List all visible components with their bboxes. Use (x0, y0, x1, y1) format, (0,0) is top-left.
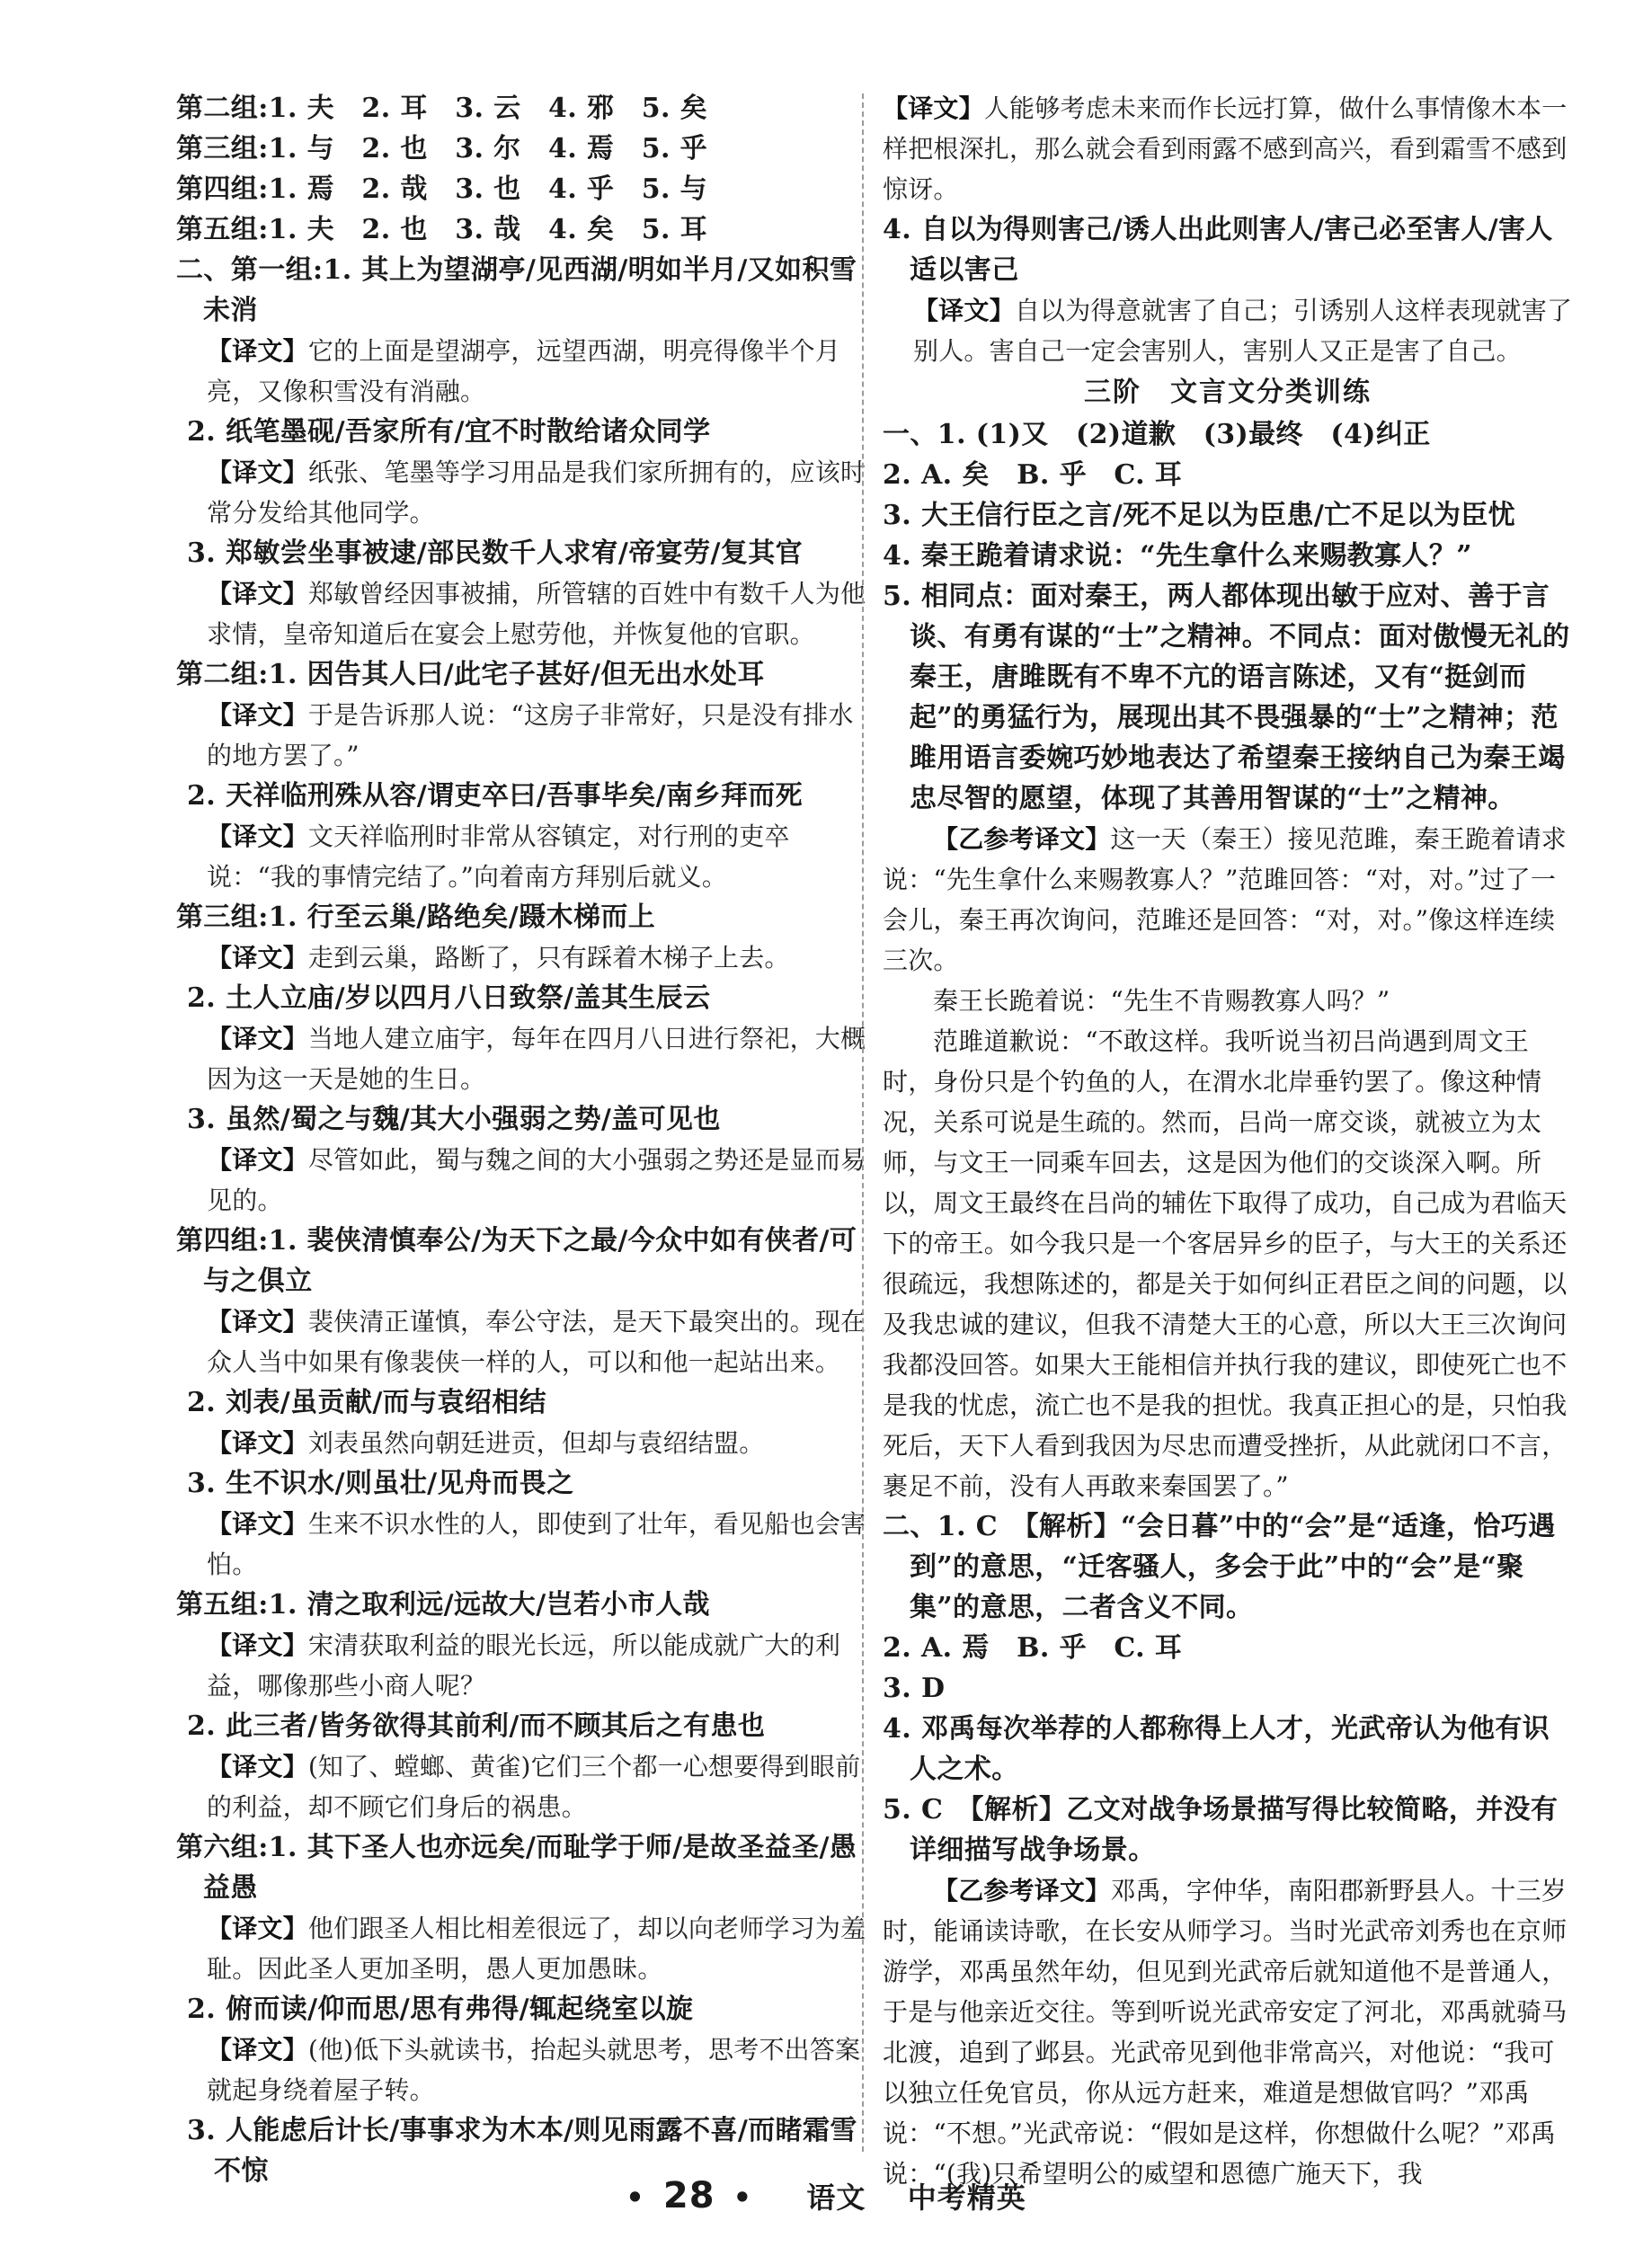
page-footer (0, 2175, 1652, 2216)
answer-line (883, 1790, 1573, 1870)
translation-tag: 【译文】 (207, 1752, 308, 1781)
translation-block (176, 1423, 866, 1463)
answer-line (187, 533, 866, 573)
translation-block (176, 1746, 866, 1827)
line-text: 三阶 文言文分类训练 (1084, 377, 1372, 408)
line-text: (他)低下头就读书，抬起头就思考，思考不出答案就起身绕着屋子转。 (207, 2035, 861, 2105)
reference-translation-paragraph (883, 981, 1573, 1021)
line-text: 第五组:1. 夫 2. 也 3. 哉 4. 矣 5. 耳 (176, 214, 708, 245)
line-text: 3. 虽然/蜀之与魏/其大小强弱之势/盖可见也 (187, 1104, 721, 1135)
footer-book-title: 中考精英 (907, 2181, 1026, 2215)
translation-block (176, 1908, 866, 1989)
translation-tag: 【译文】 (883, 93, 984, 123)
translation-tag: 【译文】 (207, 1509, 308, 1539)
translation-block (176, 1140, 866, 1221)
translation-tag: 【译文】 (207, 1307, 308, 1337)
line-text: 第三组:1. 与 2. 也 3. 尔 4. 焉 5. 乎 (176, 133, 708, 164)
answer-line (883, 1709, 1573, 1790)
page-number: 28 (662, 2175, 715, 2216)
translation-tag: 【译文】 (207, 1630, 308, 1660)
answer-line (176, 250, 866, 331)
translation-block (176, 1301, 866, 1382)
translation-block (176, 695, 866, 776)
translation-block (176, 573, 866, 654)
answer-line (883, 1506, 1573, 1628)
line-text: 人能够考虑未来而作长远打算，做什么事情像木本一样把根深扎，那么就会看到雨露不感到高兴，看到霜雪不感到惊讶。 (883, 93, 1568, 204)
answer-line (883, 495, 1573, 536)
answer-line (176, 1221, 866, 1301)
translation-tag: 【译文】 (207, 2035, 308, 2065)
line-text: 尽管如此，蜀与魏之间的大小强弱之势还是显而易见的。 (207, 1145, 866, 1215)
line-text: 3. D (883, 1673, 946, 1704)
reference-translation-paragraph (883, 1870, 1573, 2194)
line-text: 2. 纸笔墨砚/吾家所有/宜不时散给诸众同学 (187, 416, 711, 448)
translation-tag: 【译文】 (207, 700, 308, 730)
line-text: 这一天（秦王）接见范雎，秦王跪着请求说：“先生拿什么来赐教寡人？”范雎回答：“对，对。”过了一会儿，秦王再次询问，范雎还是回答：“对，对。”像这样连续三次。 (883, 824, 1568, 975)
answer-line (187, 1099, 866, 1140)
answer-line (187, 412, 866, 452)
line-text: 于是告诉那人说：“这房子非常好，只是没有排水的地方罢了。” (207, 700, 854, 770)
line-text: 2. A. 矣 B. 乎 C. 耳 (883, 459, 1183, 491)
line-text: 4. 秦王跪着请求说：“先生拿什么来赐教寡人？” (883, 540, 1472, 572)
translation-tag: 【译文】 (207, 579, 308, 608)
column-divider (862, 93, 864, 2152)
translation-block (883, 290, 1573, 371)
line-text: 3. 人能虑后计长/事事求为木本/则见雨露不喜/而睹霜雪不惊 (187, 2115, 857, 2187)
line-text: 文天祥临刑时非常从容镇定，对行刑的吏卒说：“我的事情完结了。”向着南方拜别后就义。 (207, 822, 790, 892)
line-text: 第三组:1. 行至云巢/路绝矣/蹑木梯而上 (176, 902, 656, 933)
translation-tag: 【译文】 (207, 1145, 308, 1175)
line-text: 裴侠清正谨慎，奉公守法，是天下最突出的。现在众人当中如果有像裴侠一样的人，可以和他一起站出来。 (207, 1307, 866, 1377)
line-text: 第二组:1. 因告其人曰/此宅子甚好/但无出水处耳 (176, 659, 765, 690)
line-text: 2. 俯而读/仰而思/思有弗得/辄起绕室以旋 (187, 1994, 694, 2025)
line-text: 3. 生不识水/则虽壮/见舟而畏之 (187, 1468, 574, 1499)
answer-line (187, 776, 866, 816)
line-text: 3. 大王信行臣之言/死不足以为臣患/亡不足以为臣忧 (883, 500, 1516, 531)
line-text: 自以为得意就害了自己；引诱别人这样表现就害了别人。害自己一定会害别人，害别人又正是害了自己。 (913, 296, 1573, 366)
left-column (176, 88, 866, 2191)
line-text: 第六组:1. 其下圣人也亦远矣/而耻学于师/是故圣益圣/愚益愚 (176, 1832, 857, 1904)
translation-tag: 【译文】 (913, 296, 1015, 325)
line-text: 二、1. C 【解析】“会日暮”中的“会”是“适逢，恰巧遇到”的意思，“迁客骚人，多会于此”中的“会”是“聚集”的意思，二者含义不同。 (883, 1511, 1556, 1623)
line-text: 2. 土人立庙/岁以四月八日致祭/盖其生辰云 (187, 982, 711, 1014)
translation-tag: 【译文】 (207, 822, 308, 851)
answer-line (176, 169, 866, 209)
line-text: 4. 自以为得则害己/诱人出此则害人/害己必至害人/害人适以害己 (883, 214, 1553, 286)
answer-line (883, 536, 1573, 576)
translation-block (176, 1625, 866, 1706)
reference-translation-paragraph (883, 1021, 1573, 1506)
footer-dot-right: • (733, 2181, 753, 2215)
answer-line (187, 1382, 866, 1423)
line-text: 第五组:1. 清之取利远/远故大/岂若小市人哉 (176, 1589, 710, 1621)
line-text: 生来不识水性的人，即使到了壮年，看见船也会害怕。 (207, 1509, 866, 1579)
translation-block (176, 816, 866, 897)
answer-line (176, 88, 866, 129)
answer-line (187, 1463, 866, 1504)
translation-tag: 【译文】 (207, 1024, 308, 1053)
section-title (883, 371, 1573, 414)
answer-line (883, 414, 1573, 455)
line-text: 第四组:1. 裴侠清慎奉公/为天下之最/今众中如有侠者/可与之俱立 (176, 1225, 857, 1297)
answer-line (187, 978, 866, 1018)
line-text: 邓禹，字仲华，南阳郡新野县人。十三岁时，能诵读诗歌，在长安从师学习。当时光武帝刘秀也在京师游学，邓禹虽然年幼，但见到光武帝后就知道他不是普通人，于是与他亲近交往。等到听说光武帝安定了河北，邓禹就骑马北渡，追到了邺县。光武帝见到他非常高兴，对他说：“我可以独立任免官员，你从远方赶来，难道是想做官吗？”邓禹说：“不想。”光武帝说：“假如是这样，你想做什么呢？”邓禹说：“(我)只希望明公的威望和恩德广施天下，我 (883, 1876, 1568, 2189)
translation-tag: 【乙参考译文】 (933, 1876, 1111, 1905)
answer-line (176, 209, 866, 250)
line-text: 范雎道歉说：“不敢这样。我听说当初吕尚遇到周文王时，身份只是个钓鱼的人，在渭水北岸垂钓罢了。像这种情况，关系可说是生疏的。然而，吕尚一席交谈，就被立为太师，与文王一同乘车回去，这是因为他们的交谈深入啊。所以，周文王最终在吕尚的辅佐下取得了成功，自己成为君临天下的帝王。如今我只是一个客居异乡的臣子，与大王的关系还很疏远，我想陈述的，都是关于如何纠正君臣之间的问题，以及我忠诚的建议，但我不清楚大王的心意，所以大王三次询问我都没回答。如果大王能相信并执行我的建议，即使死亡也不是我的忧虑，流亡也不是我的担忧。我真正担心的是，只怕我死后，天下人看到我因为尽忠而遭受挫折，从此就闭口不言，裹足不前，没有人再敢来秦国罢了。” (883, 1026, 1568, 1501)
line-text: 走到云巢，路断了，只有踩着木梯子上去。 (307, 943, 790, 973)
answer-line (176, 1585, 866, 1625)
line-text: 5. 相同点：面对秦王，两人都体现出敏于应对、善于言谈、有勇有谋的“士”之精神。不同点：面对傲慢无礼的秦王，唐雎既有不卑不亢的语言陈述，又有“挺剑而起”的勇猛行为，展现出其不畏强暴的“士”之精神；范雎用语言委婉巧妙地表达了希望秦王接纳自己为秦王竭忠尽智的愿望，体现了其善用智谋的“士”之精神。 (883, 581, 1570, 814)
line-text: (知了、螳螂、黄雀)它们三个都一心想要得到眼前的利益，却不顾它们身后的祸患。 (207, 1752, 861, 1822)
answer-line (883, 209, 1573, 290)
line-text: 郑敏曾经因事被捕，所管辖的百姓中有数千人为他求情，皇帝知道后在宴会上慰劳他，并恢复他的官职。 (207, 579, 866, 649)
right-column (883, 88, 1573, 2194)
answer-line (883, 1668, 1573, 1709)
translation-tag: 【译文】 (207, 1428, 308, 1458)
line-text: 纸张、笔墨等学习用品是我们家所拥有的，应该时常分发给其他同学。 (207, 457, 866, 528)
translation-tag: 【译文】 (207, 457, 308, 487)
answer-line (883, 455, 1573, 495)
reference-translation-paragraph (883, 819, 1573, 981)
line-text: 5. C 【解析】乙文对战争场景描写得比较简略，并没有详细描写战争场景。 (883, 1794, 1559, 1866)
line-text: 一、1. (1)又 (2)道歉 (3)最终 (4)纠正 (883, 419, 1431, 450)
answer-line (187, 1706, 866, 1746)
translation-tag: 【译文】 (207, 943, 308, 973)
line-text: 宋清获取利益的眼光长远，所以能成就广大的利益，哪像那些小商人呢？ (207, 1630, 841, 1701)
translation-block (176, 1504, 866, 1585)
line-text: 当地人建立庙宇，每年在四月八日进行祭祀，大概因为这一天是她的生日。 (207, 1024, 866, 1094)
translation-block (176, 452, 866, 533)
answer-line (176, 654, 866, 695)
translation-tag: 【译文】 (207, 1914, 308, 1943)
line-text: 2. 刘表/虽贡献/而与袁绍相结 (187, 1387, 547, 1418)
line-text: 二、第一组:1. 其上为望湖亭/见西湖/明如半月/又如积雪未消 (176, 254, 857, 326)
line-text: 2. A. 焉 B. 乎 C. 耳 (883, 1632, 1183, 1664)
line-text: 2. 天祥临刑殊从容/谓吏卒曰/吾事毕矣/南乡拜而死 (187, 780, 804, 812)
answer-line (187, 1989, 866, 2030)
answer-line (883, 1628, 1573, 1668)
answer-line (176, 1827, 866, 1908)
answer-line (176, 129, 866, 169)
translation-block (883, 88, 1573, 209)
line-text: 第二组:1. 夫 2. 耳 3. 云 4. 邪 5. 矣 (176, 93, 708, 124)
line-text: 它的上面是望湖亭，远望西湖，明亮得像半个月亮，又像积雪没有消融。 (207, 336, 841, 406)
translation-block (176, 937, 866, 978)
translation-block (176, 1018, 866, 1099)
footer-dot-left: • (626, 2181, 645, 2215)
translation-tag: 【乙参考译文】 (933, 824, 1111, 854)
answer-line (883, 576, 1573, 819)
translation-block (176, 2030, 866, 2110)
answer-line (176, 897, 866, 937)
footer-subject: 语文 (806, 2181, 866, 2215)
line-text: 刘表虽然向朝廷进贡，但却与袁绍结盟。 (307, 1428, 765, 1458)
line-text: 第四组:1. 焉 2. 哉 3. 也 4. 乎 5. 与 (176, 173, 708, 205)
line-text: 4. 邓禹每次举荐的人都称得上人才，光武帝认为他有识人之术。 (883, 1713, 1550, 1785)
translation-tag: 【译文】 (207, 336, 308, 366)
translation-block (176, 331, 866, 412)
line-text: 3. 郑敏尝坐事被逮/部民数千人求宥/帝宴劳/复其官 (187, 537, 804, 569)
line-text: 他们跟圣人相比相差很远了，却以向老师学习为羞耻。因此圣人更加圣明，愚人更加愚昧。 (207, 1914, 866, 1984)
line-text: 秦王长跪着说：“先生不肯赐教寡人吗？” (933, 986, 1390, 1016)
line-text: 2. 此三者/皆务欲得其前利/而不顾其后之有患也 (187, 1710, 766, 1742)
